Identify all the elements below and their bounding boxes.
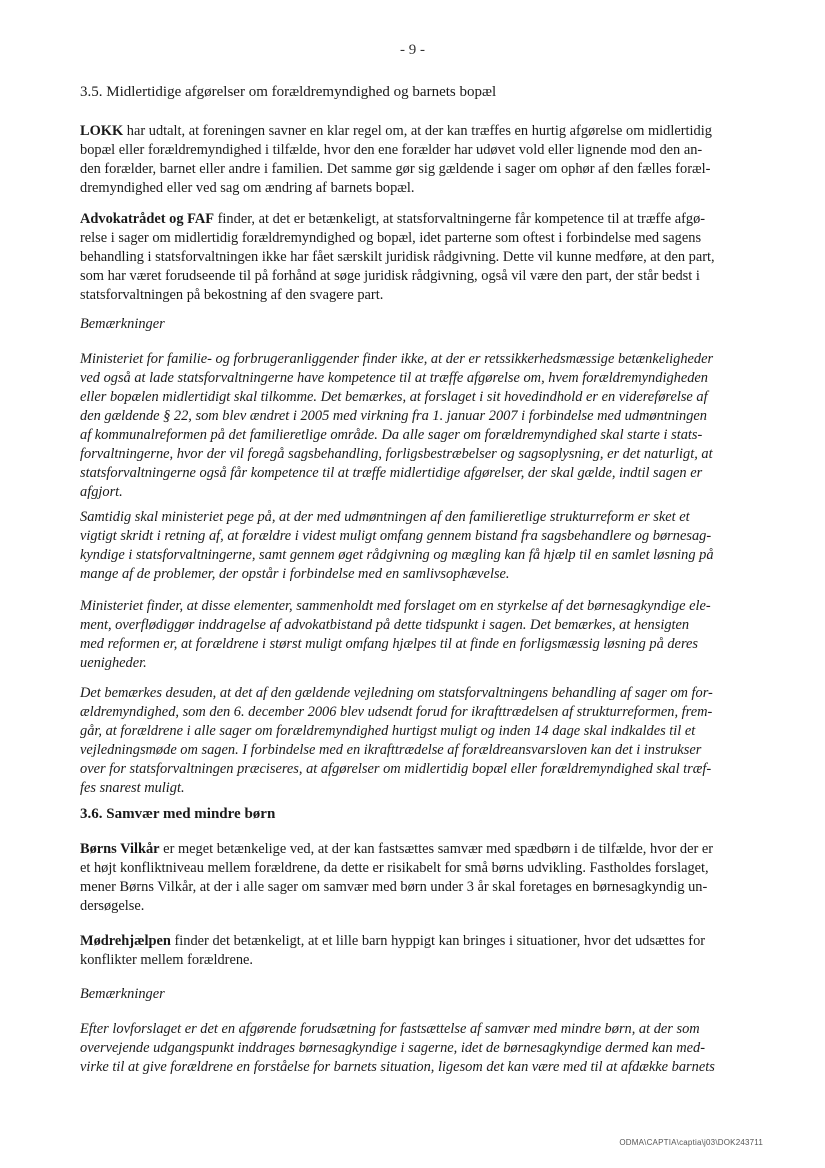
paragraph-lokk: LOKK har udtalt, at foreningen savner en klar regel om, at der kan træffes en hurtig afgørelse om midlertidig bopæl eller forældremyndighed i tilfælde, hvor den ene forælder har udøvet vold eller lignende mod den an- den forælder, barnet eller andre i familien. Det samme gør sig gældende i sager om ophør af den fælles foræl- dremyndighed eller ved sag om ændring af barnets bopæl. — [80, 123, 712, 196]
page-number: - 9 - — [400, 42, 425, 58]
remarks-label-3-6: Bemærkninger — [80, 986, 165, 1002]
lead-advokatraadet: Advokatrådet og FAF — [80, 211, 215, 227]
paragraph-advokatraadet: Advokatrådet og FAF finder, at det er betænkeligt, at statsforvaltningerne får kompetence til at træffe afgø- relse i sager om midlertidig forældremyndighed og bopæl, idet parterne som oftest i forbindelse med sagens behandling i statsforvaltningen ikke har fået særskilt juridisk rådgivning. Dette vil kunne medføre, at den part, som har været forudseende til på forhånd at søge juridisk rådgivning, også vil være den part, der står bedst i statsforvaltningen på bekostning af den svagere part. — [80, 211, 715, 303]
remarks-label-3-5: Bemærkninger — [80, 316, 165, 332]
remarks-3-5-para-2: Samtidig skal ministeriet pege på, at der med udmøntningen af den familieretlige strukturreform er sket et vigtigt skridt i retning af, at forældre i videst muligt omfang gennem bistand fra sagsbehandlere og børnesag- kyndige i statsforvaltningerne, samt gennem øget rådgivning og mægling kan få hjælp til en samlet løsning på mange af de problemer, der opstår i forbindelse med en samlivsophævelse. — [80, 509, 714, 582]
section-3-5-heading: 3.5. Midlertidige afgørelser om forældremyndighed og barnets bopæl — [80, 84, 497, 100]
remarks-3-5-para-3: Ministeriet finder, at disse elementer, sammenholdt med forslaget om en styrkelse af det børnesagkyndige ele- ment, overflødiggør inddragelse af advokatbistand på dette tidspunkt i sagen. Det bemærkes, at hensigten med reformen er, at forældrene i størst muligt omfang hjælpes til at finde en forligsmæssig løsning på deres uenigheder. — [80, 598, 711, 671]
lead-lokk: LOKK — [80, 123, 124, 139]
lead-boerns-vilkaar: Børns Vilkår — [80, 841, 160, 857]
remarks-3-6-para-1: Efter lovforslaget er det en afgørende forudsætning for fastsættelse af samvær med mindre børn, at der som overvejende udgangspunkt inddrages børnesagkyndige i sagerne, idet de børnesagkyndige dermed kan med- virke til at give forældrene en forståelse for barnets situation, ligesom det kan være med til at afdække barnets — [80, 1021, 715, 1075]
remarks-3-5-para-4: Det bemærkes desuden, at det af den gældende vejledning om statsforvaltningens behandling af sager om for- ældremyndighed, som den 6. december 2006 blev udsendt forud for ikrafttrædelsen af strukturreformen, frem- går, at forældrene i alle sager om forældremyndighed hurtigst muligt og inden 14 dage skal indkaldes til et vejledningsmøde om sagen. I forbindelse med en ikrafttrædelse af forældreansvarsloven kan det i instrukser over for statsforvaltningen præciseres, at afgørelser om midlertidig bopæl eller forældremyndighed skal træf- fes snarest muligt. — [80, 685, 713, 796]
paragraph-moedrehjaelpen: Mødrehjælpen finder det betænkeligt, at et lille barn hyppigt kan bringes i situationer, hvor det udsættes for konflikter mellem forældrene. — [80, 933, 706, 968]
document-reference-footer: ODMA\CAPTIA\captia\j03\DOK243711 — [619, 1138, 763, 1147]
paragraph-boerns-vilkaar: Børns Vilkår er meget betænkelige ved, at der kan fastsættes samvær med spædbørn i de tilfælde, hvor der er et højt konfliktniveau mellem forældrene, da dette er risikabelt for små børns udvikling. Fastholdes forslaget, mener Børns Vilkår, at der i alle sager om samvær med børn under 3 år skal foretages en børnesagkyndig un- dersøgelse. — [80, 841, 714, 914]
section-3-6-heading: 3.6. Samvær med mindre børn — [80, 806, 276, 822]
lead-moedrehjaelpen: Mødrehjælpen — [80, 933, 171, 949]
remarks-3-5-para-1: Ministeriet for familie- og forbrugeranliggender finder ikke, at der er retssikkerhedsmæssige betænkeligheder ved også at lade statsforvaltningerne have kompetence til at træffe afgørelse om, hvem forældremyndigheden eller bopælen midlertidigt skal tilkomme. Det bemærkes, at forslaget i sit hovedindhold er en videreførelse af den gældende § 22, som blev ændret i 2005 med virkning fra 1. januar 2007 i forbindelse med udmøntningen af kommunalreformen på det familieretlige område. Da alle sager om forældremyndighed skal starte i stats- forvaltningerne, hvor der vil foregå sagsbehandling, forligsbestræbelser og sagsoplysning, er det naturligt, at statsforvaltningerne også får kompetence til at træffe midlertidige afgørelser, der skal gælde, indtil sagen er afgjort. — [80, 351, 714, 500]
